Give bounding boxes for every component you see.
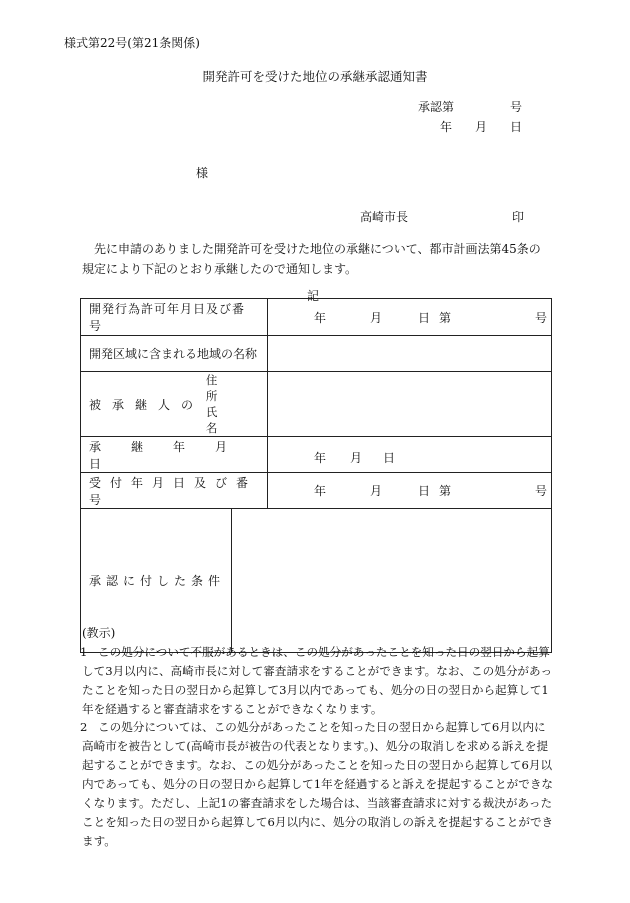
predecessor-label-text: 被承継人の	[89, 397, 205, 412]
note-1-text: この処分について不服があるときは、この処分があったことを知った日の翌日から起算して3月以内に、高崎市長に対して審査請求をすることができます。なお、この処分があったことを知った日の翌日から起算して3月以内であっても、処分の日の翌日から起算して1年を経過すると審査請求をすることができなくなります。	[82, 645, 553, 716]
permit-month: 月	[370, 310, 383, 325]
receipt-label-text: 受付年月日及び番号	[89, 475, 258, 507]
approval-number-suffix: 号	[509, 100, 522, 114]
area-label-text: 開発区域に含まれる地域の名称	[89, 347, 258, 361]
receipt-day: 日	[418, 484, 431, 498]
row-label-permit	[81, 299, 268, 336]
approval-number-prefix: 承認第	[418, 100, 455, 114]
row-label-predecessor	[81, 372, 268, 437]
address-label: 住所	[205, 373, 240, 403]
details-table	[80, 298, 552, 653]
succession-day: 日	[383, 451, 396, 465]
table-row	[81, 437, 552, 473]
row-label-receipt	[81, 473, 268, 509]
address-name-labels	[206, 372, 267, 436]
succession-date	[268, 443, 551, 466]
note-2	[82, 718, 554, 851]
date-month: 月	[474, 120, 487, 134]
notes-heading: (教示)	[82, 626, 116, 640]
succession-year: 年	[314, 451, 327, 465]
seal-mark: 印	[512, 210, 525, 224]
succession-date-value-cell	[268, 437, 552, 473]
table-row	[81, 473, 552, 509]
issue-date-line	[440, 118, 522, 135]
note-2-number: 2	[80, 720, 88, 734]
receipt-value-cell	[268, 473, 552, 509]
succession-month: 月	[350, 451, 363, 465]
conditions-label-text: 承認に付した条件	[89, 574, 226, 588]
intro-paragraph: 先に申請のありました開発許可を受けた地位の承継について、都市計画法第45条の規定により下記のとおり承継したので通知します。	[82, 242, 541, 276]
conditions-value-cell	[232, 509, 552, 653]
table-row	[81, 299, 552, 336]
approval-number-line	[418, 98, 522, 115]
receipt-month: 月	[370, 484, 383, 498]
table-row	[81, 372, 552, 437]
document-title: 開発許可を受けた地位の承継承認通知書	[202, 69, 428, 84]
note-1-number: 1	[80, 645, 88, 659]
note-2-text: この処分については、この処分があったことを知った日の翌日から起算して6月以内に高崎市を被告として(高崎市長が被告の代表となります。)、処分の取消しを求める訴えを提起することができます。なお、この処分があったことを知った日の翌日から起算して6月以内であっても、処分の日の翌日から起算して1年を経過すると訴えを提起することができなくなります。ただし、上記1の審査請求をした場合は、当該審査請求に対する裁決があったことを知った日の翌日から起算して6月以内に、処分の取消しの訴えを提起することができます。	[82, 720, 554, 848]
permit-dai: 第	[439, 310, 452, 325]
row-label-succession-date	[81, 437, 268, 473]
table-row	[81, 509, 552, 653]
date-day: 日	[509, 120, 522, 134]
receipt-dai: 第	[439, 484, 452, 498]
date-year: 年	[440, 120, 453, 134]
receipt-date-number	[268, 482, 551, 499]
receipt-go: 号	[535, 484, 548, 498]
ki-heading: 記	[307, 289, 320, 303]
predecessor-value-cell	[268, 372, 552, 437]
addressee-honorific: 様	[196, 166, 209, 180]
name-label: 氏名	[205, 405, 240, 435]
issuer-name: 高崎市長	[360, 210, 409, 224]
table-row	[81, 336, 552, 372]
permit-day: 日	[418, 310, 431, 325]
permit-go: 号	[535, 310, 548, 325]
row-label-area	[81, 336, 268, 372]
permit-value-cell	[268, 299, 552, 336]
area-value-cell	[268, 336, 552, 372]
note-1	[82, 643, 554, 719]
permit-label-text: 開発行為許可年月日及び番号	[89, 302, 246, 333]
succession-date-label-text: 承継年月日	[89, 439, 258, 471]
receipt-year: 年	[314, 484, 327, 498]
form-number: 様式第22号(第21条関係)	[64, 36, 200, 50]
permit-year: 年	[314, 310, 327, 325]
permit-date-number	[268, 309, 551, 326]
